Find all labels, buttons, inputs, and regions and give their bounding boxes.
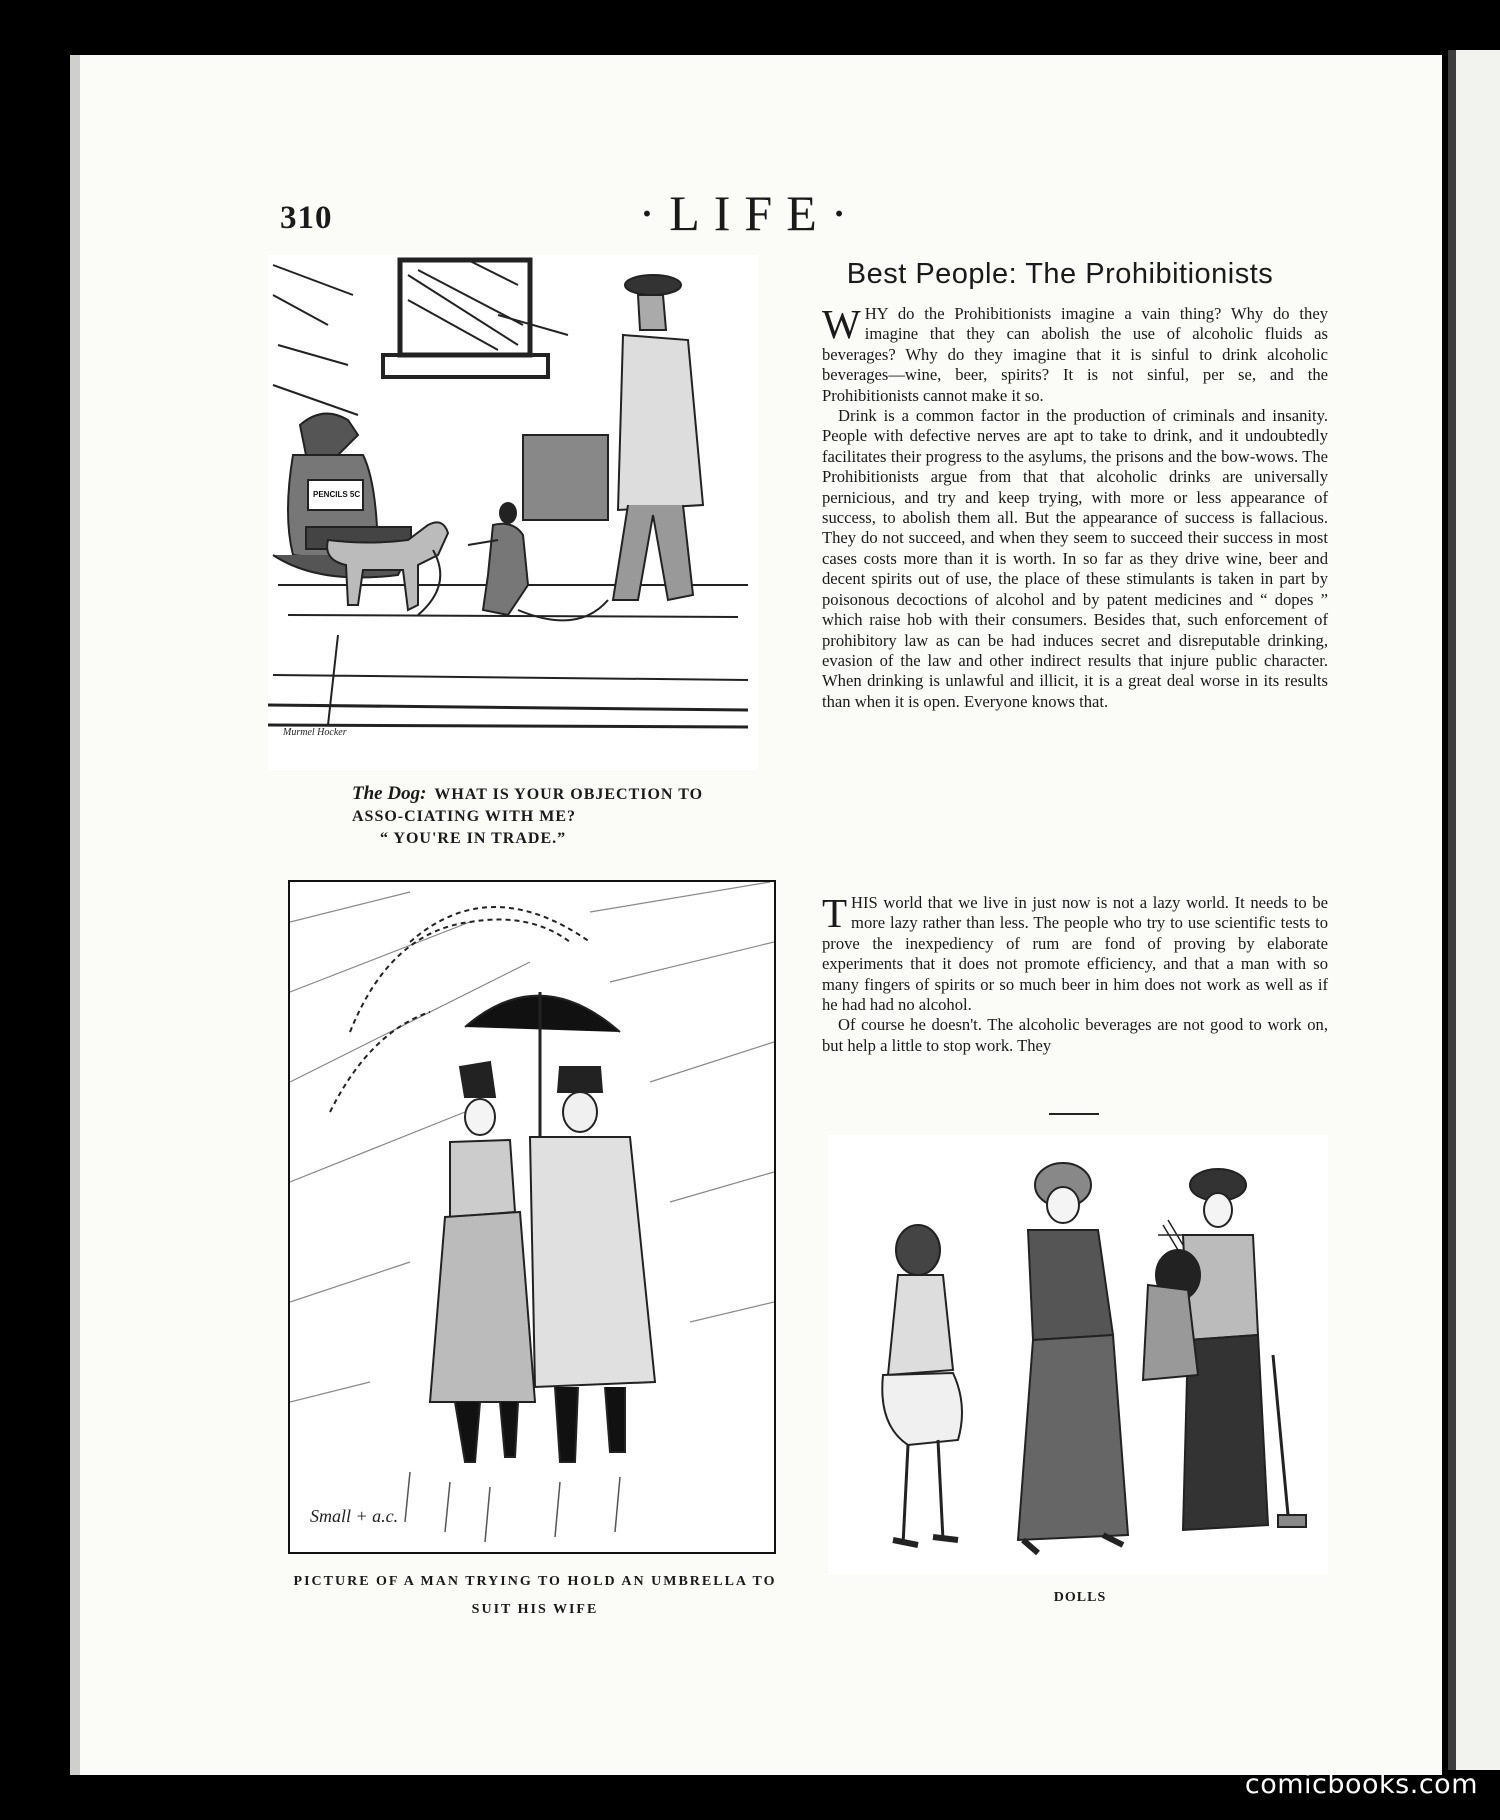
cartoon-dog-monkey-drawing bbox=[268, 255, 758, 770]
masthead: ·LIFE· bbox=[638, 185, 862, 241]
umbrella-cartoon-signature: Small + a.c. bbox=[310, 1506, 399, 1526]
pencils-sign: PENCILS 5C bbox=[313, 490, 361, 499]
article-column-part1 bbox=[822, 301, 1328, 712]
article-paragraph-3 bbox=[822, 890, 1328, 1015]
caption-question: WHAT IS YOUR OBJECTION TO ASSO-CIATING WITH ME? bbox=[352, 786, 704, 825]
article-paragraph-2: Drink is a common factor in the production of criminals and insanity. People with defective nerves are apt to take to drink, and it undoubtedly facilitates their progress to the asylums, the prisons and the bow-wows. The Prohibitionists argue from that that alcoholic drinks are universally pernicious, and try and keep trying, with more or less appearance of success, to abolish them all. But the appearance of success is fallacious. They do not succeed, and when they seem to succeed their success in most cases costs more than it is worth. In so far as they drive wine, beer and decent spirits out of use, the place of these stimulants is taken in part by poisonous decoctions of alcohol and by patent medicines and “ dopes ” which raise hob with their consumers. Besides that, such enforcement of prohibitory law as can be had induces secret and disreputable drinking, evasion of the law and other indirect results that injure public character. When drinking is unlawful and illicit, it is a great deal worse in its results than when it is open. Everyone knows that. bbox=[822, 406, 1328, 711]
article-column-part2 bbox=[822, 890, 1328, 1056]
cartoon-umbrella bbox=[288, 880, 776, 1554]
article-paragraph-1 bbox=[822, 301, 1328, 406]
umbrella-cartoon-caption: PICTURE OF A MAN TRYING TO HOLD AN UMBRELLA TO SUIT HIS WIFE bbox=[293, 1574, 777, 1617]
dropcap-t: T bbox=[822, 890, 848, 936]
dolls-cartoon-caption: DOLLS bbox=[1053, 1590, 1107, 1605]
caption-answer: “ YOU'RE IN TRADE.” bbox=[380, 830, 567, 847]
caption-speaker: The Dog: bbox=[352, 783, 427, 804]
article-paragraph-4: Of course he doesn't. The alcoholic beverages are not good to work on, but help a little to stop work. They bbox=[822, 1015, 1328, 1055]
page-gutter-shadow bbox=[70, 55, 80, 1775]
page-fold-bar bbox=[1448, 50, 1456, 1770]
cartoon-dolls bbox=[828, 1135, 1328, 1575]
paragraph-3-text: HIS world that we live in just now is not a lazy world. It needs to be more lazy rather than less. The people who try to use scientific tests to prove the inexpediency of rum are fond of proving by elaborate experiments that it does not promote efficiency, and that a man with so many fingers of spirits or so much beer in him does not work as well as if he had had no alcohol. bbox=[822, 893, 1328, 1015]
article-headline: Best People: The Prohibitionists bbox=[846, 258, 1274, 290]
paragraph-1-text: HY do the Prohibitionists imagine a vain thing? Why do they imagine that they can abolish the use of alcoholic fluids as beverages? Why do they imagine that it is sinful to drink alcoholic beverages—wine, beer, spirits? It is not sinful, per se, and the Prohibitionists cannot make it so. bbox=[822, 304, 1328, 405]
page-number: 310 bbox=[280, 200, 333, 236]
site-watermark: comicbooks.com bbox=[1244, 1769, 1478, 1800]
section-divider-rule bbox=[1049, 1113, 1099, 1115]
dog-cartoon-caption bbox=[352, 783, 752, 850]
cartoon-umbrella-drawing bbox=[290, 882, 774, 1552]
dropcap-w: W bbox=[822, 301, 861, 347]
cartoon-dolls-drawing bbox=[828, 1135, 1328, 1575]
cartoon-dog-monkey bbox=[268, 255, 758, 770]
dog-cartoon-signature: Murmel Hocker bbox=[283, 727, 347, 738]
